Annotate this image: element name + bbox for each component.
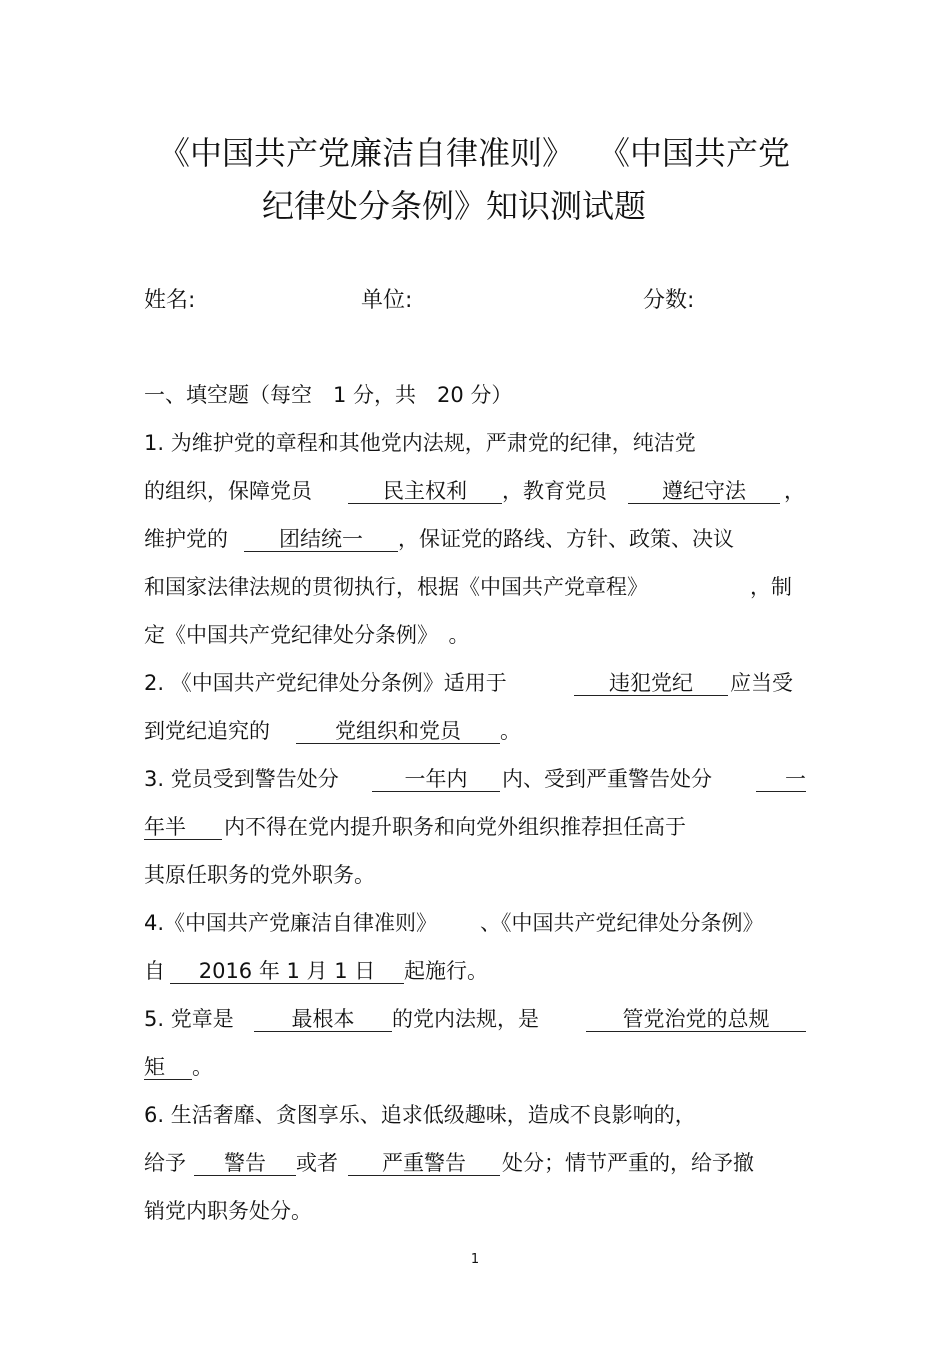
q1-line-1: 1. 为维护党的章程和其他党内法规，严肃党的纪律，纯洁党: [144, 431, 696, 455]
q6-answer-1: 警告: [194, 1148, 296, 1176]
q3-text: 3. 党员受到警告处分: [144, 767, 339, 791]
q6-line-1: 6. 生活奢靡、贪图享乐、追求低级趣味，造成不良影响的，: [144, 1103, 696, 1127]
q1-text: ，制: [750, 575, 792, 599]
q6-text: 或者: [296, 1151, 338, 1175]
q1-line-3: [144, 524, 844, 554]
q1-text: ，教育党员: [502, 479, 607, 503]
q1-line-4: [144, 572, 844, 602]
q5-text: 。: [192, 1055, 213, 1079]
q4-text: 、《中国共产党纪律处分条例》: [480, 911, 764, 935]
q1-answer-3: 团结统一: [244, 524, 398, 552]
q6-answer-2: 严重警告: [348, 1148, 500, 1176]
q3-line-2: [144, 812, 844, 842]
q3-answer-2-continued: 年半: [144, 812, 222, 840]
q5-answer-1: 最根本: [254, 1004, 392, 1032]
q1-text: 和国家法律法规的贯彻执行，根据《中国共产党章程》: [144, 575, 648, 599]
q1-answer-2: 遵纪守法: [628, 476, 780, 504]
q3-line-1: [144, 764, 844, 794]
title-part-2: 《中国共产党: [598, 134, 791, 172]
score-field-label: 分数:: [643, 288, 695, 313]
q3-text: 内不得在党内提升职务和向党外组织推荐担任高于: [224, 815, 686, 839]
q4-text: 4.《中国共产党廉洁自律准则》: [144, 911, 438, 935]
q2-text: 到党纪追究的: [144, 719, 270, 743]
q3-answer-2: 一: [756, 764, 806, 792]
q5-text: 的党内法规，是: [392, 1007, 539, 1031]
q4-text: 起施行。: [404, 959, 488, 983]
q1-text: ，: [784, 479, 805, 503]
q1-text: 的组织，保障党员: [144, 479, 312, 503]
q4-answer-1: 2016 年 1 月 1 日: [170, 956, 404, 984]
q2-text: 应当受: [730, 671, 793, 695]
q1-answer-1: 民主权利: [348, 476, 502, 504]
q6-text: 给予: [144, 1151, 186, 1175]
q4-line-2: [144, 956, 844, 986]
q2-answer-2: 党组织和党员: [296, 716, 500, 744]
q2-line-1: [144, 668, 844, 698]
q3-answer-1: 一年内: [372, 764, 500, 792]
q6-line-2: [144, 1148, 844, 1178]
title-part-3: 纪律处分条例》知识测试题: [262, 187, 647, 225]
q5-answer-2: 管党治党的总规: [586, 1004, 806, 1032]
q5-line-2: [144, 1052, 844, 1082]
unit-field-label: 单位:: [361, 288, 413, 313]
section-heading: 一、填空题（每空 1 分，共 20 分）: [144, 383, 513, 407]
page-number: 1: [470, 1252, 480, 1267]
q1-text: ，保证党的路线、方针、政策、决议: [398, 527, 734, 551]
q5-answer-2-continued: 矩: [144, 1052, 192, 1080]
q3-line-3: 其原任职务的党外职务。: [144, 863, 375, 887]
q1-line-2: [144, 476, 844, 506]
q6-line-3: 销党内职务处分。: [144, 1199, 312, 1223]
q1-text: 维护党的: [144, 527, 228, 551]
q4-text: 自: [144, 959, 165, 983]
q3-text: 内、受到严重警告处分: [502, 767, 712, 791]
title-part-1: 《中国共产党廉洁自律准则》: [158, 134, 575, 172]
q2-text: 2. 《中国共产党纪律处分条例》适用于: [144, 671, 507, 695]
q1-line-5: 定《中国共产党纪律处分条例》 。: [144, 623, 470, 647]
q2-line-2: [144, 716, 844, 746]
name-field-label: 姓名:: [144, 288, 196, 313]
q5-text: 5. 党章是: [144, 1007, 234, 1031]
q5-line-1: [144, 1004, 844, 1034]
q2-text: 。: [500, 719, 521, 743]
q6-text: 处分；情节严重的，给予撤: [502, 1151, 754, 1175]
q2-answer-1: 违犯党纪: [574, 668, 728, 696]
q4-line-1: [144, 908, 844, 938]
